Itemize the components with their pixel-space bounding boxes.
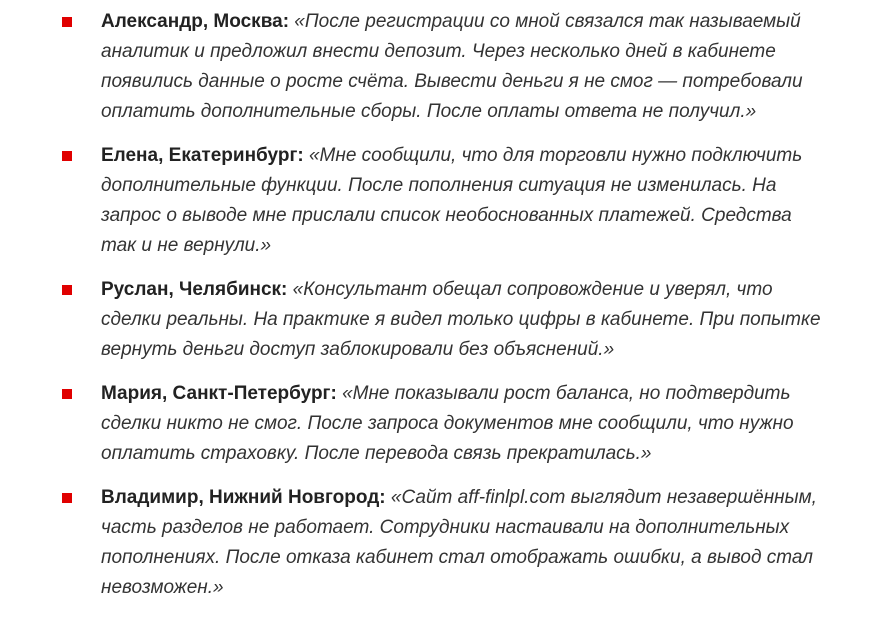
review-author: Александр, Москва: xyxy=(101,11,290,32)
review-author: Владимир, Нижний Новгород: xyxy=(101,487,386,508)
review-item xyxy=(0,7,869,127)
review-item xyxy=(0,141,869,261)
review-author: Руслан, Челябинск: xyxy=(101,279,288,300)
review-item xyxy=(0,379,869,469)
review-item xyxy=(0,483,869,603)
square-bullet-icon xyxy=(62,151,72,161)
review-text: «Мне сообщили, что для торговли нужно подключить дополнительные функции. После пополнения ситуация не изменилась. На запрос о выводе мне прислали список необоснованных платежей. Средства так и не вернули.» xyxy=(101,145,803,256)
review-author: Мария, Санкт-Петербург: xyxy=(101,383,337,404)
square-bullet-icon xyxy=(62,17,72,27)
square-bullet-icon xyxy=(62,493,72,503)
review-item xyxy=(0,275,869,365)
square-bullet-icon xyxy=(62,389,72,399)
review-text: «Сайт aff-finlpl.com выглядит незавершённым, часть разделов не работает. Сотрудники настаивали на дополнительных пополнениях. После отказа кабинет стал отображать ошибки, а вывод стал невозможен.» xyxy=(101,487,817,598)
review-list xyxy=(0,7,869,617)
review-text: «Мне показывали рост баланса, но подтвердить сделки никто не смог. После запроса документов мне сообщили, что нужно оплатить страховку. После перевода связь прекратилась.» xyxy=(101,383,794,464)
review-author: Елена, Екатеринбург: xyxy=(101,145,304,166)
review-text: «Консультант обещал сопровождение и уверял, что сделки реальны. На практике я видел только цифры в кабинете. При попытке вернуть деньги доступ заблокировали без объяснений.» xyxy=(101,279,821,360)
square-bullet-icon xyxy=(62,285,72,295)
review-text: «После регистрации со мной связался так называемый аналитик и предложил внести депозит. Через несколько дней в кабинете появились данные о росте счёта. Вывести деньги я не смог — потребовали оплатить дополнительные сборы. После оплаты ответа не получил.» xyxy=(101,11,803,122)
